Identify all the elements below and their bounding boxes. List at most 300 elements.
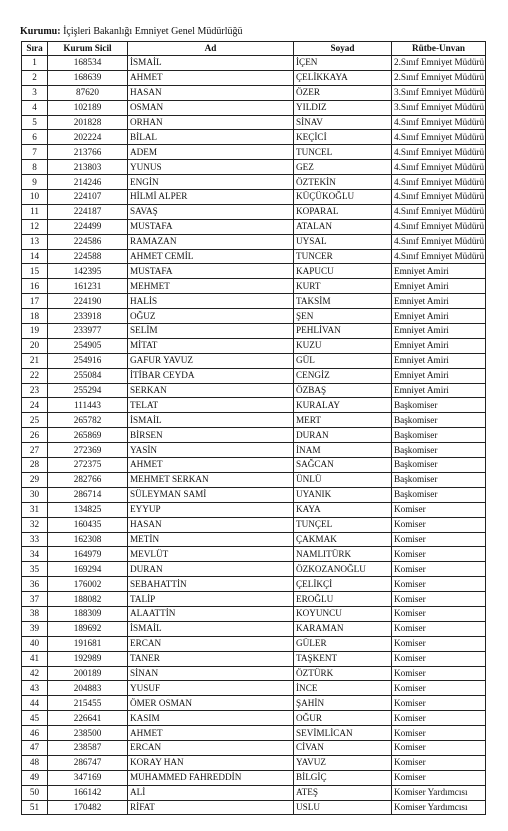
rank-cell: 4.Sınıf Emniyet Müdürü — [392, 160, 486, 175]
table-row — [22, 85, 486, 100]
surname-cell: ÖZKOZANOĞLU — [294, 562, 392, 577]
table-row — [22, 696, 486, 711]
first-name-cell: AHMET CEMİL — [128, 249, 294, 264]
first-name-cell: YUNUS — [128, 160, 294, 175]
first-name-cell: MEVLÜT — [128, 547, 294, 562]
rank-cell: Komiser — [392, 517, 486, 532]
first-name-cell: MUSTAFA — [128, 264, 294, 279]
table-row — [22, 294, 486, 309]
rank-cell: Komiser — [392, 696, 486, 711]
row-number-cell: 48 — [22, 755, 48, 770]
row-number-cell: 50 — [22, 785, 48, 800]
first-name-cell: SÜLEYMAN SAMİ — [128, 487, 294, 502]
sicil-cell: 254916 — [48, 353, 128, 368]
surname-cell: SEVİMLİCAN — [294, 726, 392, 741]
row-number-cell: 33 — [22, 532, 48, 547]
rank-cell: Başkomiser — [392, 398, 486, 413]
surname-cell: ÖZBAŞ — [294, 383, 392, 398]
rank-cell: 4.Sınıf Emniyet Müdürü — [392, 190, 486, 205]
surname-cell: ÜNLÜ — [294, 472, 392, 487]
row-number-cell: 10 — [22, 190, 48, 205]
surname-cell: KAYA — [294, 502, 392, 517]
surname-cell: DURAN — [294, 428, 392, 443]
surname-cell: ŞEN — [294, 309, 392, 324]
rank-cell: 4.Sınıf Emniyet Müdürü — [392, 145, 486, 160]
table-row — [22, 70, 486, 85]
rank-cell: Komiser — [392, 621, 486, 636]
table-row — [22, 606, 486, 621]
sicil-cell: 224588 — [48, 249, 128, 264]
first-name-cell: HALİS — [128, 294, 294, 309]
column-header-ad: Ad — [128, 42, 294, 56]
first-name-cell: RAMAZAN — [128, 234, 294, 249]
surname-cell: SAĞCAN — [294, 458, 392, 473]
sicil-cell: 176002 — [48, 577, 128, 592]
first-name-cell: MİTAT — [128, 338, 294, 353]
table-row — [22, 621, 486, 636]
sicil-cell: 214246 — [48, 175, 128, 190]
row-number-cell: 30 — [22, 487, 48, 502]
rank-cell: Emniyet Amiri — [392, 338, 486, 353]
first-name-cell: KORAY HAN — [128, 755, 294, 770]
first-name-cell: BİRSEN — [128, 428, 294, 443]
surname-cell: ÖZTEKİN — [294, 175, 392, 190]
surname-cell: ÇELİKÇİ — [294, 577, 392, 592]
rank-cell: Başkomiser — [392, 413, 486, 428]
row-number-cell: 49 — [22, 770, 48, 785]
row-number-cell: 37 — [22, 592, 48, 607]
sicil-cell: 224107 — [48, 190, 128, 205]
table-row — [22, 264, 486, 279]
first-name-cell: HASAN — [128, 85, 294, 100]
rank-cell: Komiser — [392, 711, 486, 726]
sicil-cell: 188309 — [48, 606, 128, 621]
rank-cell: 2.Sınıf Emniyet Müdürü — [392, 70, 486, 85]
table-row — [22, 577, 486, 592]
surname-cell: ATALAN — [294, 219, 392, 234]
rank-cell: Komiser — [392, 740, 486, 755]
surname-cell: İNCE — [294, 681, 392, 696]
row-number-cell: 4 — [22, 100, 48, 115]
table-row — [22, 428, 486, 443]
first-name-cell: ADEM — [128, 145, 294, 160]
table-row — [22, 547, 486, 562]
rank-cell: Başkomiser — [392, 443, 486, 458]
rank-cell: Komiser — [392, 651, 486, 666]
table-row — [22, 234, 486, 249]
rank-cell: 4.Sınıf Emniyet Müdürü — [392, 219, 486, 234]
rank-cell: Başkomiser — [392, 428, 486, 443]
surname-cell: TAKSİM — [294, 294, 392, 309]
rank-cell: Komiser — [392, 577, 486, 592]
rank-cell: Komiser Yardımcısı — [392, 785, 486, 800]
row-number-cell: 39 — [22, 621, 48, 636]
first-name-cell: YUSUF — [128, 681, 294, 696]
rank-cell: 3.Sınıf Emniyet Müdürü — [392, 100, 486, 115]
first-name-cell: AHMET — [128, 726, 294, 741]
table-row — [22, 740, 486, 755]
row-number-cell: 12 — [22, 219, 48, 234]
rank-cell: Emniyet Amiri — [392, 279, 486, 294]
rank-cell: 4.Sınıf Emniyet Müdürü — [392, 115, 486, 130]
surname-cell: YAVUZ — [294, 755, 392, 770]
row-number-cell: 45 — [22, 711, 48, 726]
rank-cell: Komiser — [392, 532, 486, 547]
first-name-cell: TANER — [128, 651, 294, 666]
sicil-cell: 224190 — [48, 294, 128, 309]
table-row — [22, 785, 486, 800]
row-number-cell: 9 — [22, 175, 48, 190]
first-name-cell: SEBAHATTİN — [128, 577, 294, 592]
sicil-cell: 191681 — [48, 636, 128, 651]
sicil-cell: 168639 — [48, 70, 128, 85]
table-row — [22, 145, 486, 160]
sicil-cell: 224187 — [48, 204, 128, 219]
sicil-cell: 255294 — [48, 383, 128, 398]
surname-cell: KARAMAN — [294, 621, 392, 636]
table-row — [22, 160, 486, 175]
sicil-cell: 238587 — [48, 740, 128, 755]
rank-cell: Emniyet Amiri — [392, 383, 486, 398]
table-row — [22, 368, 486, 383]
row-number-cell: 20 — [22, 338, 48, 353]
rank-cell: 4.Sınıf Emniyet Müdürü — [392, 249, 486, 264]
table-row — [22, 353, 486, 368]
rank-cell: Komiser — [392, 755, 486, 770]
first-name-cell: ÖMER OSMAN — [128, 696, 294, 711]
rank-cell: Komiser — [392, 681, 486, 696]
rank-cell: Komiser — [392, 562, 486, 577]
surname-cell: KÜÇÜKOĞLU — [294, 190, 392, 205]
sicil-cell: 272369 — [48, 443, 128, 458]
rank-cell: Komiser — [392, 636, 486, 651]
rank-cell: Komiser — [392, 592, 486, 607]
sicil-cell: 111443 — [48, 398, 128, 413]
rank-cell: Komiser — [392, 770, 486, 785]
surname-cell: ÇAKMAK — [294, 532, 392, 547]
table-row — [22, 800, 486, 815]
table-row — [22, 755, 486, 770]
first-name-cell: MUSTAFA — [128, 219, 294, 234]
first-name-cell: DURAN — [128, 562, 294, 577]
table-row — [22, 130, 486, 145]
first-name-cell: ORHAN — [128, 115, 294, 130]
column-header-rutbe-unvan: Rütbe-Unvan — [392, 42, 486, 56]
rank-cell: Başkomiser — [392, 458, 486, 473]
sicil-cell: 164979 — [48, 547, 128, 562]
table-row — [22, 338, 486, 353]
rank-cell: Başkomiser — [392, 472, 486, 487]
first-name-cell: KASIM — [128, 711, 294, 726]
row-number-cell: 17 — [22, 294, 48, 309]
first-name-cell: HİLMİ ALPER — [128, 190, 294, 205]
sicil-cell: 255084 — [48, 368, 128, 383]
table-row — [22, 249, 486, 264]
table-row — [22, 115, 486, 130]
row-number-cell: 15 — [22, 264, 48, 279]
surname-cell: CİVAN — [294, 740, 392, 755]
row-number-cell: 46 — [22, 726, 48, 741]
surname-cell: TUNCEL — [294, 145, 392, 160]
row-number-cell: 22 — [22, 368, 48, 383]
surname-cell: TAŞKENT — [294, 651, 392, 666]
row-number-cell: 35 — [22, 562, 48, 577]
table-row — [22, 532, 486, 547]
first-name-cell: MEHMET — [128, 279, 294, 294]
first-name-cell: OĞUZ — [128, 309, 294, 324]
first-name-cell: ALİ — [128, 785, 294, 800]
sicil-cell: 166142 — [48, 785, 128, 800]
table-row — [22, 472, 486, 487]
row-number-cell: 23 — [22, 383, 48, 398]
first-name-cell: RİFAT — [128, 800, 294, 815]
row-number-cell: 14 — [22, 249, 48, 264]
row-number-cell: 34 — [22, 547, 48, 562]
surname-cell: KURALAY — [294, 398, 392, 413]
first-name-cell: TELAT — [128, 398, 294, 413]
table-row — [22, 175, 486, 190]
row-number-cell: 3 — [22, 85, 48, 100]
sicil-cell: 134825 — [48, 502, 128, 517]
row-number-cell: 19 — [22, 324, 48, 339]
sicil-cell: 161231 — [48, 279, 128, 294]
sicil-cell: 226641 — [48, 711, 128, 726]
column-header-sira: Sıra — [22, 42, 48, 56]
table-row — [22, 204, 486, 219]
surname-cell: BİLGİÇ — [294, 770, 392, 785]
surname-cell: KAPUCU — [294, 264, 392, 279]
surname-cell: USLU — [294, 800, 392, 815]
first-name-cell: TALİP — [128, 592, 294, 607]
sicil-cell: 213766 — [48, 145, 128, 160]
surname-cell: İÇEN — [294, 56, 392, 71]
table-row — [22, 681, 486, 696]
row-number-cell: 16 — [22, 279, 48, 294]
sicil-cell: 188082 — [48, 592, 128, 607]
table-row — [22, 413, 486, 428]
sicil-cell: 265869 — [48, 428, 128, 443]
first-name-cell: İTİBAR CEYDA — [128, 368, 294, 383]
row-number-cell: 8 — [22, 160, 48, 175]
table-row — [22, 487, 486, 502]
rank-cell: 4.Sınıf Emniyet Müdürü — [392, 130, 486, 145]
first-name-cell: MUHAMMED FAHREDDİN — [128, 770, 294, 785]
surname-cell: ŞAHİN — [294, 696, 392, 711]
table-row — [22, 711, 486, 726]
surname-cell: SİNAV — [294, 115, 392, 130]
surname-cell: MERT — [294, 413, 392, 428]
rank-cell: 2.Sınıf Emniyet Müdürü — [392, 56, 486, 71]
table-row — [22, 279, 486, 294]
first-name-cell: İSMAİL — [128, 413, 294, 428]
sicil-cell: 224586 — [48, 234, 128, 249]
table-body — [22, 56, 486, 815]
surname-cell: ÖZTÜRK — [294, 666, 392, 681]
row-number-cell: 27 — [22, 443, 48, 458]
first-name-cell: ALAATTİN — [128, 606, 294, 621]
row-number-cell: 40 — [22, 636, 48, 651]
table-row — [22, 324, 486, 339]
table-row — [22, 636, 486, 651]
rank-cell: Komiser — [392, 547, 486, 562]
table-row — [22, 726, 486, 741]
surname-cell: GÜL — [294, 353, 392, 368]
sicil-cell: 233918 — [48, 309, 128, 324]
row-number-cell: 21 — [22, 353, 48, 368]
column-header-kurum-sicil: Kurum Sicil — [48, 42, 128, 56]
rank-cell: Komiser — [392, 726, 486, 741]
sicil-cell: 102189 — [48, 100, 128, 115]
table-row — [22, 770, 486, 785]
surname-cell: UYANIK — [294, 487, 392, 502]
surname-cell: GEZ — [294, 160, 392, 175]
rank-cell: Başkomiser — [392, 487, 486, 502]
first-name-cell: ERCAN — [128, 636, 294, 651]
row-number-cell: 29 — [22, 472, 48, 487]
sicil-cell: 254905 — [48, 338, 128, 353]
surname-cell: YILDIZ — [294, 100, 392, 115]
table-header-row — [22, 42, 486, 56]
table-row — [22, 592, 486, 607]
row-number-cell: 28 — [22, 458, 48, 473]
surname-cell: ÖZER — [294, 85, 392, 100]
sicil-cell: 213803 — [48, 160, 128, 175]
row-number-cell: 11 — [22, 204, 48, 219]
sicil-cell: 265782 — [48, 413, 128, 428]
sicil-cell: 201828 — [48, 115, 128, 130]
surname-cell: KOPARAL — [294, 204, 392, 219]
table-row — [22, 383, 486, 398]
sicil-cell: 160435 — [48, 517, 128, 532]
table-row — [22, 666, 486, 681]
row-number-cell: 6 — [22, 130, 48, 145]
table-row — [22, 443, 486, 458]
surname-cell: ÇELİKKAYA — [294, 70, 392, 85]
institution-label: Kurumu: — [20, 26, 61, 37]
rank-cell: Komiser — [392, 606, 486, 621]
surname-cell: PEHLİVAN — [294, 324, 392, 339]
sicil-cell: 272375 — [48, 458, 128, 473]
row-number-cell: 5 — [22, 115, 48, 130]
sicil-cell: 286747 — [48, 755, 128, 770]
row-number-cell: 7 — [22, 145, 48, 160]
rank-cell: 4.Sınıf Emniyet Müdürü — [392, 234, 486, 249]
table-row — [22, 398, 486, 413]
first-name-cell: AHMET — [128, 70, 294, 85]
sicil-cell: 200189 — [48, 666, 128, 681]
row-number-cell: 25 — [22, 413, 48, 428]
sicil-cell: 215455 — [48, 696, 128, 711]
rank-cell: 3.Sınıf Emniyet Müdürü — [392, 85, 486, 100]
first-name-cell: ENGİN — [128, 175, 294, 190]
surname-cell: NAMLITÜRK — [294, 547, 392, 562]
column-header-soyad: Soyad — [294, 42, 392, 56]
sicil-cell: 142395 — [48, 264, 128, 279]
row-number-cell: 44 — [22, 696, 48, 711]
table-row — [22, 517, 486, 532]
sicil-cell: 282766 — [48, 472, 128, 487]
first-name-cell: HASAN — [128, 517, 294, 532]
sicil-cell: 168534 — [48, 56, 128, 71]
row-number-cell: 36 — [22, 577, 48, 592]
first-name-cell: SİNAN — [128, 666, 294, 681]
row-number-cell: 31 — [22, 502, 48, 517]
sicil-cell: 233977 — [48, 324, 128, 339]
sicil-cell: 286714 — [48, 487, 128, 502]
surname-cell: KOYUNCU — [294, 606, 392, 621]
sicil-cell: 169294 — [48, 562, 128, 577]
sicil-cell: 87620 — [48, 85, 128, 100]
table-row — [22, 502, 486, 517]
first-name-cell: METİN — [128, 532, 294, 547]
first-name-cell: SERKAN — [128, 383, 294, 398]
surname-cell: UYSAL — [294, 234, 392, 249]
row-number-cell: 1 — [22, 56, 48, 71]
first-name-cell: İSMAİL — [128, 56, 294, 71]
surname-cell: KUZU — [294, 338, 392, 353]
surname-cell: KEÇİCİ — [294, 130, 392, 145]
table-row — [22, 100, 486, 115]
table-row — [22, 562, 486, 577]
row-number-cell: 41 — [22, 651, 48, 666]
sicil-cell: 192989 — [48, 651, 128, 666]
table-row — [22, 458, 486, 473]
first-name-cell: EYYUP — [128, 502, 294, 517]
row-number-cell: 24 — [22, 398, 48, 413]
row-number-cell: 13 — [22, 234, 48, 249]
first-name-cell: GAFUR YAVUZ — [128, 353, 294, 368]
rank-cell: Emniyet Amiri — [392, 353, 486, 368]
rank-cell: Emniyet Amiri — [392, 294, 486, 309]
first-name-cell: OSMAN — [128, 100, 294, 115]
table-row — [22, 190, 486, 205]
first-name-cell: İSMAİL — [128, 621, 294, 636]
first-name-cell: MEHMET SERKAN — [128, 472, 294, 487]
surname-cell: İNAM — [294, 443, 392, 458]
rank-cell: 4.Sınıf Emniyet Müdürü — [392, 204, 486, 219]
row-number-cell: 26 — [22, 428, 48, 443]
sicil-cell: 204883 — [48, 681, 128, 696]
row-number-cell: 42 — [22, 666, 48, 681]
sicil-cell: 162308 — [48, 532, 128, 547]
sicil-cell: 189692 — [48, 621, 128, 636]
table-row — [22, 219, 486, 234]
rank-cell: Emniyet Amiri — [392, 324, 486, 339]
surname-cell: CENGİZ — [294, 368, 392, 383]
rank-cell: Emniyet Amiri — [392, 264, 486, 279]
row-number-cell: 38 — [22, 606, 48, 621]
rank-cell: Emniyet Amiri — [392, 309, 486, 324]
surname-cell: KURT — [294, 279, 392, 294]
table-row — [22, 56, 486, 71]
row-number-cell: 2 — [22, 70, 48, 85]
first-name-cell: BİLAL — [128, 130, 294, 145]
surname-cell: EROĞLU — [294, 592, 392, 607]
surname-cell: GÜLER — [294, 636, 392, 651]
rank-cell: Komiser — [392, 666, 486, 681]
sicil-cell: 347169 — [48, 770, 128, 785]
table-row — [22, 309, 486, 324]
sicil-cell: 202224 — [48, 130, 128, 145]
first-name-cell: ERCAN — [128, 740, 294, 755]
row-number-cell: 18 — [22, 309, 48, 324]
personnel-table — [21, 41, 486, 815]
first-name-cell: AHMET — [128, 458, 294, 473]
row-number-cell: 32 — [22, 517, 48, 532]
surname-cell: TUNCER — [294, 249, 392, 264]
row-number-cell: 51 — [22, 800, 48, 815]
rank-cell: Emniyet Amiri — [392, 368, 486, 383]
